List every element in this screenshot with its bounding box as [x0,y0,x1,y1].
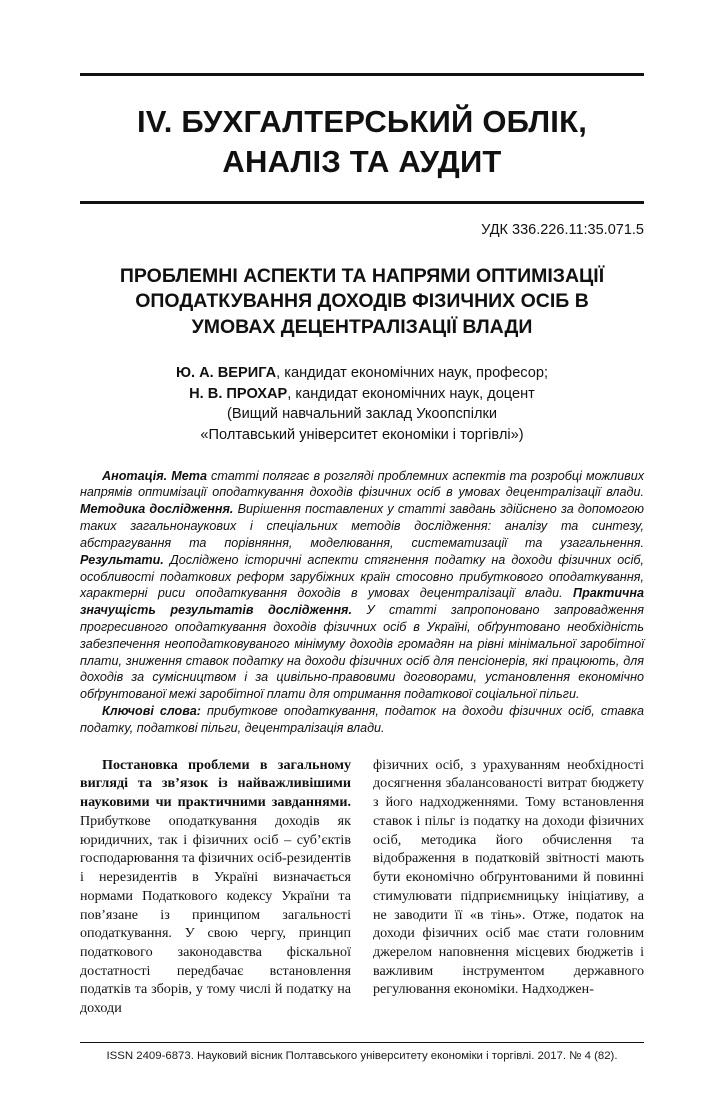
keywords-label: Ключові слова: [102,704,201,719]
affiliation-line-2: «Полтавський університет економіки і торгівлі») [200,426,524,443]
body-text-left: Прибуткове оподаткування доходів як юридичних, так і фізичних осіб – суб’єктів господарювання та фізичних осіб-резидентів і нерезидентів в Україні визначається нормами Податкового кодексу України та пов’язане із принципом загальності оподаткування. У свою чергу, принцип податкового законодавства фіскальної достатності передбачає встановлення податків та зборів, у тому числі й податку на доходи [80,812,351,1017]
footer-rule [80,1042,644,1043]
author-1-degree: , кандидат економічних наук, професор; [276,364,549,381]
article-title [80,264,644,341]
abstract-section [80,468,644,737]
body-paragraph-right: фізичних осіб, з урахуванням необхідності досягнення збалансованості витрат бюджету з його надходженнями. Тому встановлення ставок і пільг із податку на доходи фізичних осіб, методика його обчислення та відображення в податковій звітності мають бути економічно обґрунтованими й повинні стимулювати підприємницьку ініціативу, а не заводити її «в тінь». Отже, податок на доходи фізичних осіб має стати головним джерелом наповнення місцевих бюджетів і важливим інструментом державного регулювання економіки. Надходжен- [373,756,644,998]
abstract-label-method: Методика дослідження. [80,502,234,517]
body-lead-in: Постановка проблеми в загальному вигляді та зв’язок із найважливішими науковими чи практичними завданнями. [80,756,351,811]
abstract-text-aim: статті полягає в розгляді проблемних аспектів та розробці можливих напрямів оптимізації оподаткування доходів фізичних осіб в умовах децентралізації влади. [80,468,645,500]
section-heading-line-2: АНАЛІЗ ТА АУДИТ [222,144,502,180]
abstract-label-results: Результати. [80,552,164,567]
body-paragraph-left [80,756,351,1018]
footer-citation: ISSN 2409-6873. Науковий вісник Полтавського університету економіки і торгівлі. 2017. № 4 (82). [106,1050,618,1062]
udc-code: УДК 336.226.11:35.071.5 [481,221,644,238]
keywords-text: прибуткове оподаткування, податок на доходи фізичних осіб, ставка податку, податкові пільги, децентралізація влади. [80,704,644,735]
article-title-line-3: УМОВАХ ДЕЦЕНТРАЛІЗАЦІЇ ВЛАДИ [191,316,533,339]
abstract-text-results: Досліджено історичні аспекти стягнення податку на доходи фізичних осіб, особливості податкових реформ зарубіжних країн стосовно прибуткового оподаткування, характерні риси оподаткування доходів в умовах децентралізації влади. [80,552,644,601]
affiliation-line-1: (Вищий навчальний заклад Укоопспілки [227,406,497,423]
article-title-line-2: ОПОДАТКУВАННЯ ДОХОДІВ ФІЗИЧНИХ ОСІБ В [135,290,589,313]
author-1-name: Ю. А. ВЕРИГА [175,364,277,381]
article-title-line-1: ПРОБЛЕМНІ АСПЕКТИ ТА НАПРЯМИ ОПТИМІЗАЦІЇ [119,264,605,287]
abstract-label-aim: Анотація. Мета [102,468,207,483]
authors-block [80,363,644,446]
body-column-left [80,756,351,1018]
section-heading-line-1: IV. БУХГАЛТЕРСЬКИЙ ОБЛІК, [136,104,588,139]
document-page [0,73,724,1097]
keywords-paragraph [80,703,644,737]
abstract-text-method: Вирішення поставлених у статті завдань здійснено за допомогою таких загальнонаукових і спеціальних методів дослідження: аналізу та синтезу, абстрагування та порівняння, моделювання, систематизації та узагальнення. [80,502,644,550]
section-top-rule [80,73,644,76]
author-2-degree: , кандидат економічних наук, доцент [287,385,535,402]
body-column-right [373,756,644,1018]
page-footer [80,1042,644,1062]
abstract-label-practical: Практична значущість результатів дослідження. [80,586,644,618]
author-2-name: Н. В. ПРОХАР [189,385,288,402]
author-2 [80,384,644,405]
body-columns [80,756,644,1018]
section-heading [80,102,644,183]
author-1 [80,363,644,384]
abstract-paragraph [80,468,644,703]
section-bottom-rule [80,201,644,204]
abstract-text-practical: У статті запропоновано запровадження прогресивного оподаткування доходів фізичних осіб в Україні, обґрунтовано необхідність забезпечення неоподатковуваного мінімуму доходів громадян на рівні мінімальної заробітної плати, зниження ставок податку на доходи фізичних осіб для пенсіонерів, які працюють, для доходів за сумісництвом і за цивільно-правовими договорами, установлення економічно обґрунтованої межі заробітної плати для отримання податкової соціальної пільги. [80,603,644,702]
